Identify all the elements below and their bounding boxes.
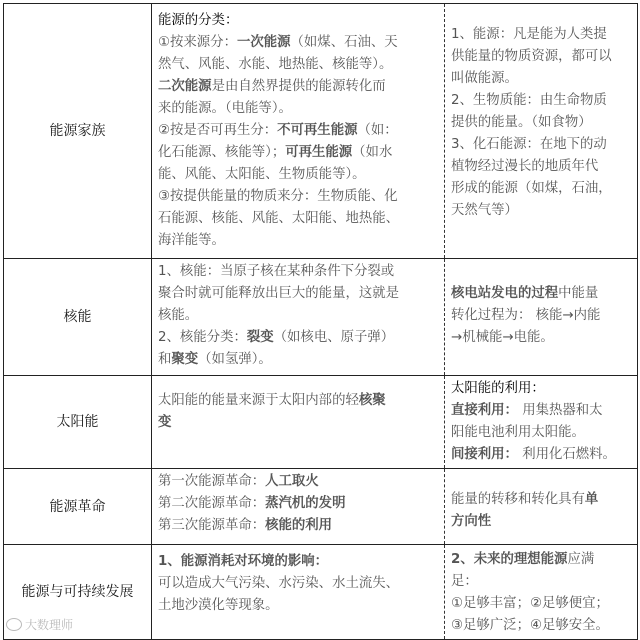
text-segment: 供能量的物质资源，都可以 [451,49,612,64]
text-line [158,142,438,164]
text-segment: 用集热器和太 [517,403,603,418]
key-term: 单 [584,491,599,507]
text-line [158,76,438,98]
text-segment: →机械能→电能。 [451,330,554,345]
watermark-text: 大数理师 [25,618,74,632]
text-line [158,98,438,120]
text-line [451,571,631,593]
text-line [451,305,631,327]
text-line [158,493,438,515]
text-segment: 利用化石燃料。 [517,447,616,462]
key-term: 聚变 [171,352,199,367]
text-segment: ①按来源分： [158,35,237,50]
text-segment: 第三次能源革命： [158,518,266,533]
text-line [451,422,631,444]
text-segment: 中能量 [558,286,599,301]
table-row [4,259,638,376]
row-heading: 太阳能 [4,376,152,469]
key-term: 不可再生能源 [277,123,358,138]
text-line [158,10,438,32]
key-term: 裂变 [246,330,274,345]
text-line [451,511,631,533]
table-row [4,4,638,259]
text-segment: 提供的能量。（如食物） [451,115,592,130]
text-line [158,120,438,142]
energy-summary-table [3,3,638,640]
notes-cell [445,469,638,545]
text-line [451,134,631,156]
key-term: 核电站发电的过程 [451,286,559,301]
text-line [451,200,631,222]
text-segment: ①足够丰富；②足够便宜； [451,596,609,611]
notes-cell [445,376,638,469]
key-term: 二次能源 [158,79,212,94]
text-line [158,305,438,327]
text-segment: （如水 [352,145,393,160]
table-row [4,376,638,469]
text-segment: 聚合时就可能释放出巨大的能量，这就是 [158,286,400,301]
key-term: 蒸汽机的发明 [265,496,346,511]
text-line [158,164,438,186]
row-heading: 能源与可持续发展 [4,545,152,640]
text-segment: 来的能源。（电能等）。 [158,101,292,116]
text-segment: 和 [158,352,172,367]
description-cell [152,469,445,545]
text-line [451,90,631,112]
text-line [158,551,438,573]
description-cell [152,545,445,640]
notes-cell [445,545,638,640]
text-line [158,208,438,230]
text-line [158,390,438,412]
text-line [158,32,438,54]
key-term: 变 [158,415,172,430]
key-term: 人工取火 [265,474,319,489]
row-heading: 核能 [4,259,152,376]
row-heading: 能源革命 [4,469,152,545]
text-segment: 1、核能：当原子核在某种条件下分裂或 [158,264,395,279]
text-segment: 然气、风能、水能、地热能、核能等）。 [158,57,393,72]
text-segment: 植物经过漫长的地质年代 [451,159,599,174]
text-segment: 天然气等） [451,203,518,218]
text-segment: 叫做能源。 [451,71,518,86]
text-segment: 化石能源、核能等）； [158,145,286,160]
text-segment: 第一次能源革命： [158,474,266,489]
text-segment: ③按提供能量的物质来分：生物质能、化 [158,189,398,204]
text-segment: 转化过程为： 核能→内能 [451,308,601,323]
text-line [158,186,438,208]
text-segment: 能、风能、太阳能、生物质能等）。 [158,167,366,182]
text-segment: 核能。 [158,308,199,323]
text-segment: 1、能源：凡是能为人类提 [451,27,607,42]
text-segment: 是由自然界提供的能源转化而 [211,79,386,94]
text-segment: （如氢弹）。 [198,352,272,367]
text-line [158,595,438,617]
description-cell [152,259,445,376]
text-line [451,400,631,422]
text-segment: （如煤、石油、天 [290,35,398,50]
text-segment: 第二次能源革命： [158,496,266,511]
text-line [158,471,438,493]
text-segment: 阳能电池利用太阳能。 [451,425,585,440]
key-term: 可再生能源 [285,145,353,160]
text-segment: 土地沙漠化等现象。 [158,598,279,613]
text-line [158,283,438,305]
text-line [451,24,631,46]
text-line [158,573,438,595]
text-line [451,489,631,511]
text-segment: 能源的分类： [158,13,239,28]
key-term: 2、未来的理想能源 [451,552,568,567]
key-term: 直接利用： [451,403,518,418]
text-line [451,615,631,637]
text-line [451,549,631,571]
text-line [158,230,438,252]
key-term: 核聚 [358,393,386,408]
text-segment: 应满 [567,552,595,567]
row-heading: 能源家族 [4,4,152,259]
text-segment: ③足够广泛；④足够安全。 [451,618,609,633]
text-line [451,178,631,200]
text-segment: 太阳能的利用： [451,381,545,396]
text-line [451,593,631,615]
description-cell [152,376,445,469]
text-segment: 3、化石能源：在地下的动 [451,137,607,152]
text-segment: ②按是否可再生分： [158,123,278,138]
text-line [158,327,438,349]
text-line [451,46,631,68]
text-line [158,515,438,537]
text-line [451,156,631,178]
text-line [158,261,438,283]
text-segment: 海洋能等。 [158,233,225,248]
text-segment: （如： [357,123,398,138]
text-line [158,54,438,76]
text-segment: 足： [451,574,478,589]
text-line [451,68,631,90]
text-segment: 能量的转移和转化具有 [451,491,585,507]
notes-cell [445,4,638,259]
text-line [451,327,631,349]
table-row [4,545,638,640]
watermark [6,616,73,633]
text-segment: 形成的能源（如煤，石油， [451,181,612,196]
notes-cell [445,259,638,376]
key-term: 间接利用： [451,447,518,462]
key-term: 1、能源消耗对环境的影响： [158,554,329,569]
text-segment: 太阳能的能量来源于太阳内部的轻 [158,393,359,408]
text-segment: （如核电、原子弹） [273,330,395,345]
key-term: 一次能源 [236,35,291,50]
text-segment: 可以造成大气污染、水污染、水土流失、 [158,576,400,591]
text-segment: 2、核能分类： [158,330,247,345]
text-line [451,444,631,466]
text-line [158,349,438,371]
key-term: 核能的利用 [265,518,333,533]
description-cell [152,4,445,259]
text-line [451,283,631,305]
text-line [451,112,631,134]
text-line [451,378,631,400]
text-line [158,412,438,434]
key-term: 方向性 [451,513,492,529]
weibo-logo-icon [6,618,22,631]
text-segment: 2、生物质能：由生命物质 [451,93,607,108]
text-segment: 石能源、核能、风能、太阳能、地热能、 [158,211,400,226]
table-row [4,469,638,545]
